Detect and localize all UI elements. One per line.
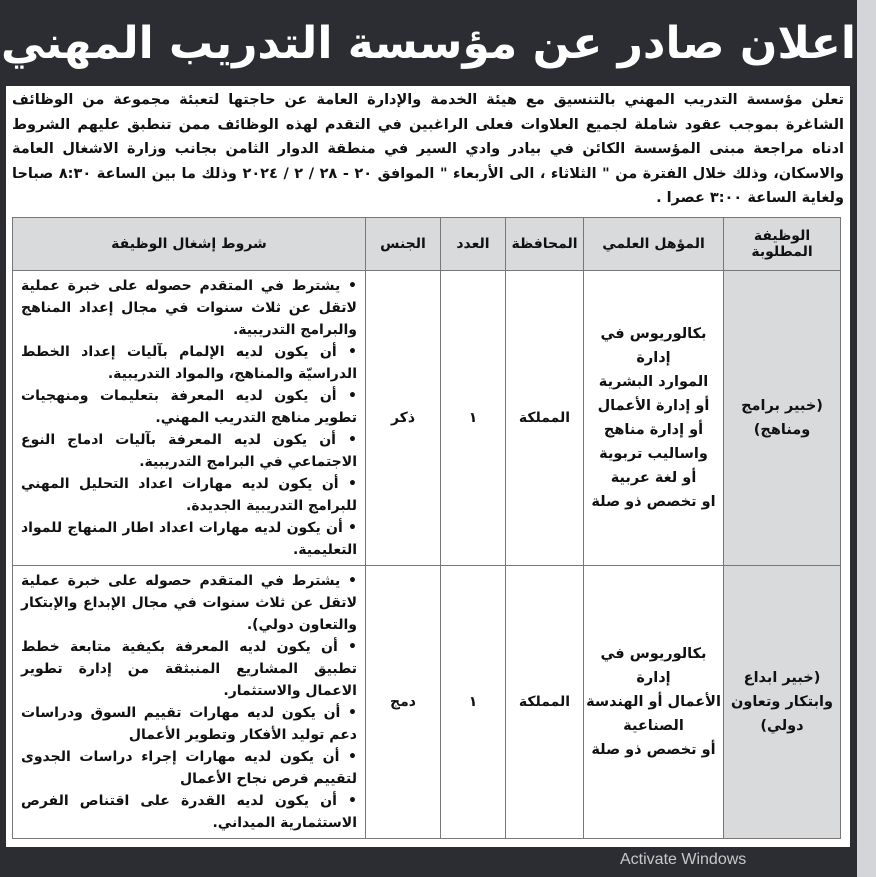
condition-item: • أن يكون لديه المعرفة بتعليمات ومنهجيات تطوير مناهج التدريب المهني. bbox=[21, 387, 357, 426]
conditions-cell bbox=[13, 270, 366, 565]
condition-item: • أن يكون لديه الإلمام بآليات إعداد الخطط الدراسيّة والمناهج، والمواد التدريبية. bbox=[21, 343, 357, 382]
condition-item: • يشترط في المتقدم حصوله على خبرة عملية لاتقل عن ثلاث سنوات في مجال الإبداع والإبتكار والتعاون دولي). bbox=[21, 572, 357, 633]
qualification-line: أو إدارة مناهج bbox=[603, 421, 704, 438]
announcement-title: اعلان صادر عن مؤسسة التدريب المهني bbox=[1, 17, 856, 69]
table-header-row bbox=[13, 217, 841, 270]
count-cell: ١ bbox=[441, 270, 506, 565]
qualification-line: الموارد البشرية bbox=[598, 373, 709, 390]
qualification-line: أو إدارة الأعمال bbox=[597, 397, 710, 414]
qualification-line: بكالوريوس في إدارة bbox=[600, 645, 707, 686]
condition-item: • أن يكون لديه مهارات اعداد اطار المنهاج للمواد التعليمية. bbox=[21, 519, 357, 558]
header-job: الوظيفة المطلوبة bbox=[724, 217, 841, 270]
governorate-cell: المملكة bbox=[506, 270, 584, 565]
gender-cell: دمج bbox=[366, 565, 441, 838]
condition-item: • أن يكون لديه مهارات إجراء دراسات الجدوى لتقييم فرص نجاح الأعمال bbox=[21, 748, 357, 787]
job-title-cell: (خبير برامج ومناهج) bbox=[724, 270, 841, 565]
header-gender: الجنس bbox=[366, 217, 441, 270]
header-governorate: المحافظة bbox=[506, 217, 584, 270]
gender-cell: ذكر bbox=[366, 270, 441, 565]
header-qualification: المؤهل العلمي bbox=[584, 217, 724, 270]
announcement-body bbox=[6, 86, 850, 847]
qualification-line: واساليب تربوية bbox=[599, 445, 708, 462]
qualification-line: بكالوريوس في إدارة bbox=[600, 325, 707, 366]
condition-item: • أن يكون لديه مهارات اعداد التحليل المهني للبرامج التدريبية الجديدة. bbox=[21, 475, 357, 514]
table-row bbox=[13, 565, 841, 838]
condition-item: • يشترط في المتقدم حصوله على خبرة عملية لاتقل عن ثلاث سنوات في مجال إعداد المناهج والبرامج التدريبية. bbox=[21, 277, 357, 338]
qualification-line: أو تخصص ذو صلة bbox=[591, 741, 716, 758]
condition-item: • أن يكون لديه القدرة على اقتناص الفرص الاستثمارية الميداني. bbox=[21, 792, 357, 831]
condition-item: • أن يكون لديه مهارات تقييم السوق ودراسات دعم توليد الأفكار وتطوير الأعمال bbox=[21, 704, 357, 743]
qualification-line: أو لغة عربية bbox=[610, 469, 697, 486]
qualification-line: الأعمال أو الهندسة bbox=[586, 693, 721, 710]
conditions-cell bbox=[13, 565, 366, 838]
governorate-cell: المملكة bbox=[506, 565, 584, 838]
qualification-cell bbox=[584, 565, 724, 838]
condition-item: • أن يكون لديه المعرفة بكيفية متابعة خطط تطبيق المشاريع المنبثقة من إدارة تطوير الاعمال والاستثمار. bbox=[21, 638, 357, 699]
job-title-cell: (خبير ابداع وابتكار وتعاون دولي) bbox=[724, 565, 841, 838]
os-watermark: Activate Windows bbox=[620, 850, 747, 868]
qualification-line: الصناعية bbox=[623, 717, 684, 734]
header-conditions: شروط إشغال الوظيفة bbox=[13, 217, 366, 270]
condition-item: • أن يكون لديه المعرفة بآليات ادماج النوع الاجتماعي في البرامج التدريبية. bbox=[21, 431, 357, 470]
header-count: العدد bbox=[441, 217, 506, 270]
qualification-cell bbox=[584, 270, 724, 565]
qualification-line: او تخصص ذو صلة bbox=[591, 493, 716, 510]
announcement-header bbox=[0, 0, 857, 86]
table-row bbox=[13, 270, 841, 565]
count-cell: ١ bbox=[441, 565, 506, 838]
jobs-table bbox=[12, 217, 841, 839]
intro-paragraph: تعلن مؤسسة التدريب المهني بالتنسيق مع هيئة الخدمة والإدارة العامة عن حاجتها لتعبئة مجموعة من الوظائف الشاغرة بموجب عقود شاملة لجميع العلاوات فعلى الراغبين في التقدم لهذه الوظائف ممن تنطبق عليهم الشروط ادناه مراجعة مبنى المؤسسة الكائن في بيادر وادي السير في منطقة الدوار الثامن بجانب وزارة الاشغال العامة والاسكان، وذلك خلال الفترة من " الثلاثاء ، الى الأربعاء " الموافق ٢٠ - ٢٨ / ٢ / ٢٠٢٤ وذلك ما بين الساعة ٨:٣٠ صباحا ولغاية الساعة ٣:٠٠ عصرا . bbox=[12, 92, 844, 206]
